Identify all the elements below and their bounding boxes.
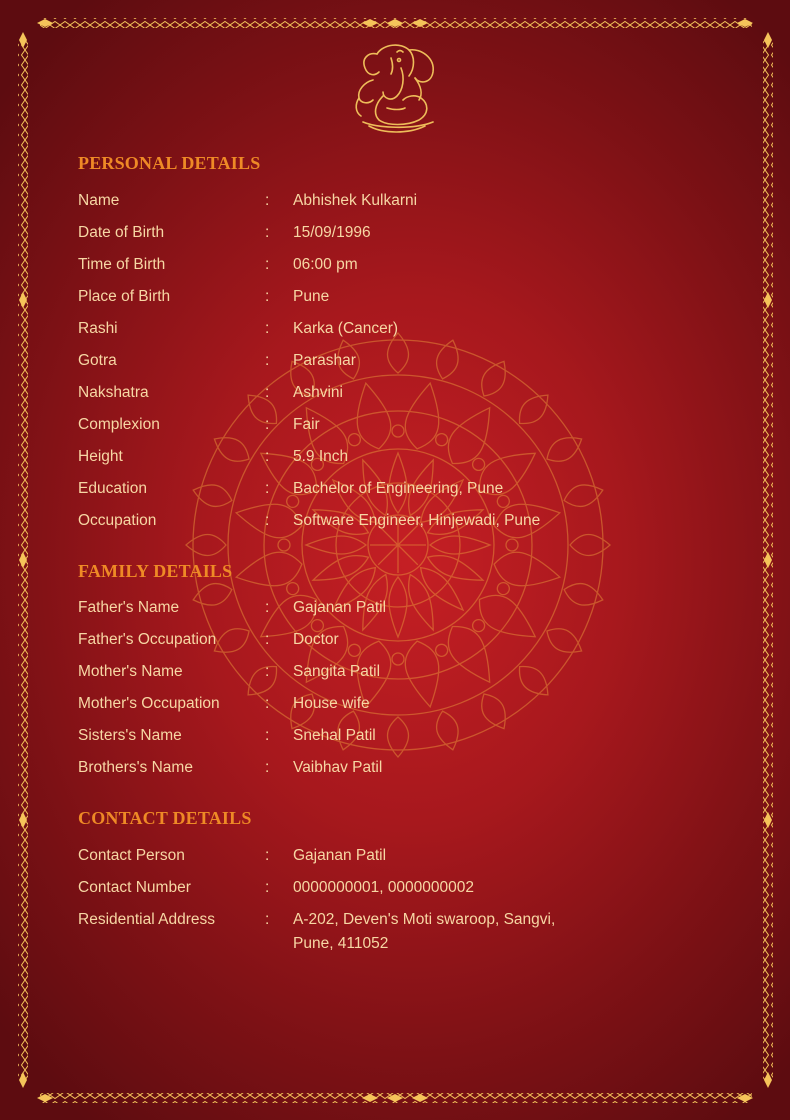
row-value: 06:00 pm [293, 256, 358, 273]
detail-row-rashi [78, 319, 718, 351]
row-value: Vaibhav Patil [293, 759, 383, 776]
detail-row-height [78, 447, 718, 479]
row-colon: : [265, 695, 270, 712]
row-colon: : [265, 512, 270, 529]
personal-details-heading: PERSONAL DETAILS [78, 153, 261, 173]
row-label: Mother's Name [78, 663, 183, 680]
row-label: Date of Birth [78, 224, 165, 241]
row-value: House wife [293, 695, 370, 712]
row-value: Bachelor of Engineering, Pune [293, 480, 504, 497]
detail-row-date-of-birth [78, 223, 718, 255]
row-label: Brothers's Name [78, 759, 193, 776]
row-value: Sangita Patil [293, 663, 381, 680]
row-value: 15/09/1996 [293, 224, 371, 241]
row-colon: : [265, 599, 270, 616]
detail-row-name [78, 191, 718, 223]
row-value: Snehal Patil [293, 727, 376, 744]
row-value: Fair [293, 416, 320, 433]
row-label: Height [78, 448, 123, 465]
detail-row-mothers-name [78, 662, 718, 694]
row-label: Contact Person [78, 847, 185, 864]
row-label: Contact Number [78, 879, 191, 896]
row-label: Father's Name [78, 599, 180, 616]
row-label: Mother's Occupation [78, 695, 220, 712]
row-label: Time of Birth [78, 256, 166, 273]
row-value: Gajanan Patil [293, 847, 387, 864]
address-line-1: A-202, Deven's Moti swaroop, Sangvi, [293, 911, 556, 928]
row-colon: : [265, 879, 270, 896]
row-value [293, 908, 593, 956]
row-value: Abhishek Kulkarni [293, 192, 418, 209]
row-label: Father's Occupation [78, 631, 217, 648]
row-colon: : [265, 480, 270, 497]
detail-row-contact-person [78, 846, 718, 878]
row-label: Gotra [78, 352, 117, 369]
row-value: 5.9 Inch [293, 448, 349, 465]
row-colon: : [265, 759, 270, 776]
row-colon: : [265, 448, 270, 465]
row-label: Nakshatra [78, 384, 149, 401]
row-value: Parashar [293, 352, 356, 369]
row-value: Doctor [293, 631, 339, 648]
detail-row-gotra [78, 351, 718, 383]
detail-row-time-of-birth [78, 255, 718, 287]
row-label: Name [78, 192, 120, 209]
detail-row-complexion [78, 415, 718, 447]
row-label: Complexion [78, 416, 160, 433]
row-value: Ashvini [293, 384, 343, 401]
detail-row-fathers-name [78, 598, 718, 630]
row-colon: : [265, 663, 270, 680]
detail-row-nakshatra [78, 383, 718, 415]
row-label: Occupation [78, 512, 157, 529]
row-colon: : [265, 256, 270, 273]
detail-row-brothers-name [78, 758, 718, 790]
detail-row-occupation [78, 511, 718, 543]
row-label: Residential Address [78, 911, 215, 928]
row-label: Education [78, 480, 147, 497]
detail-row-contact-number [78, 878, 718, 910]
row-label: Sisters's Name [78, 727, 182, 744]
detail-row-sisters-name [78, 726, 718, 758]
detail-row-residential-address [78, 910, 718, 974]
row-label: Rashi [78, 320, 118, 337]
row-colon: : [265, 192, 270, 209]
row-value: Karka (Cancer) [293, 320, 399, 337]
row-value: Pune [293, 288, 330, 305]
detail-row-education [78, 479, 718, 511]
row-value: Gajanan Patil [293, 599, 387, 616]
contact-details-section [78, 807, 718, 974]
personal-details-section [78, 152, 718, 543]
detail-row-place-of-birth [78, 287, 718, 319]
row-colon: : [265, 847, 270, 864]
row-value: 0000000001, 0000000002 [293, 879, 475, 896]
row-colon: : [265, 384, 270, 401]
row-colon: : [265, 352, 270, 369]
address-line-2: Pune, 411052 [293, 935, 389, 952]
row-label: Place of Birth [78, 288, 171, 305]
row-colon: : [265, 631, 270, 648]
detail-row-mothers-occupation [78, 694, 718, 726]
detail-row-fathers-occupation [78, 630, 718, 662]
row-colon: : [265, 224, 270, 241]
row-colon: : [265, 416, 270, 433]
contact-details-heading: CONTACT DETAILS [78, 808, 252, 828]
row-colon: : [265, 288, 270, 305]
family-details-heading: FAMILY DETAILS [78, 561, 233, 581]
row-colon: : [265, 911, 270, 928]
row-colon: : [265, 320, 270, 337]
family-details-section [78, 560, 718, 790]
row-colon: : [265, 727, 270, 744]
row-value: Software Engineer, Hinjewadi, Pune [293, 512, 541, 529]
ganesha-icon [343, 38, 443, 136]
